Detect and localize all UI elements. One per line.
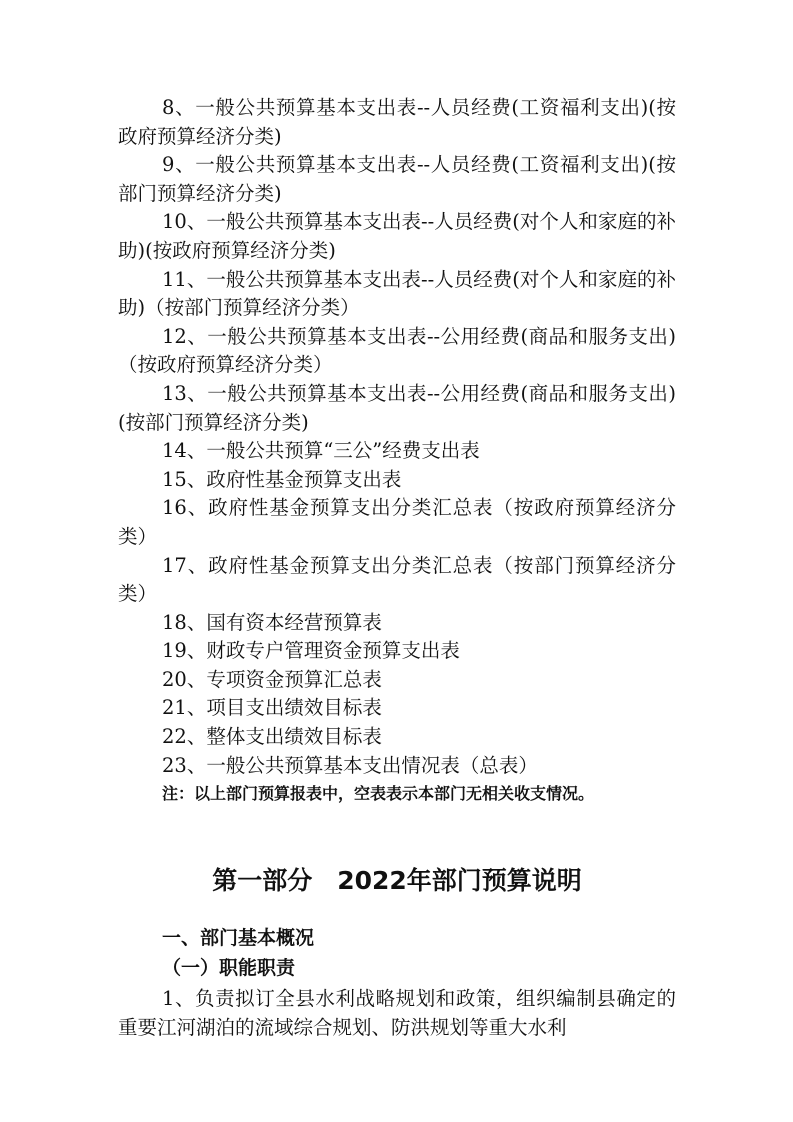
list-item: 21、项目支出绩效目标表	[162, 696, 382, 720]
list-item: 10、一般公共预算基本支出表--人员经费(对个人和家庭的补助)(按政府预算经济分类)	[118, 210, 676, 262]
list-item: 20、专项资金预算汇总表	[162, 667, 382, 691]
list-item: 22、整体支出绩效目标表	[162, 725, 382, 749]
list-item: 13、一般公共预算基本支出表--公用经费(商品和服务支出)(按部门预算经济分类)	[118, 381, 676, 434]
list-item: 23、一般公共预算基本支出情况表（总表）	[162, 753, 538, 777]
list-item: 16、政府性基金预算支出分类汇总表（按政府预算经济分类）	[118, 496, 676, 548]
list-item: 18、国有资本经营预算表	[162, 610, 382, 634]
list-item: 9、一般公共预算基本支出表--人员经费(工资福利支出)(按部门预算经济分类)	[118, 153, 676, 205]
list-item: 17、政府性基金预算支出分类汇总表（按部门预算经济分类）	[118, 553, 676, 606]
list-item: 11、一般公共预算基本支出表--人员经费(对个人和家庭的补助)（按部门预算经济分类）	[118, 267, 676, 320]
note-text: 注：以上部门预算报表中，空表表示本部门无相关收支情况。	[162, 784, 595, 804]
list-item: 8、一般公共预算基本支出表--人员经费(工资福利支出)(按政府预算经济分类)	[118, 96, 676, 148]
list-item: 12、一般公共预算基本支出表--公用经费(商品和服务支出)（按政府预算经济分类）	[118, 324, 676, 377]
subsection-heading: （一）职能职责	[162, 957, 296, 980]
list-item: 14、一般公共预算“三公”经费支出表	[162, 439, 480, 463]
section-heading: 一、部门基本概况	[162, 927, 315, 950]
page-content	[118, 94, 676, 1042]
list-item: 19、财政专户管理资金预算支出表	[162, 639, 460, 663]
list-item: 15、政府性基金预算支出表	[162, 467, 402, 491]
body-paragraph: 1、负责拟订全县水利战略规划和政策，组织编制县确定的重要江河湖泊的流域综合规划、防洪规划等重大水利	[118, 987, 676, 1040]
part-title: 第一部分 2022年部门预算说明	[212, 866, 582, 896]
